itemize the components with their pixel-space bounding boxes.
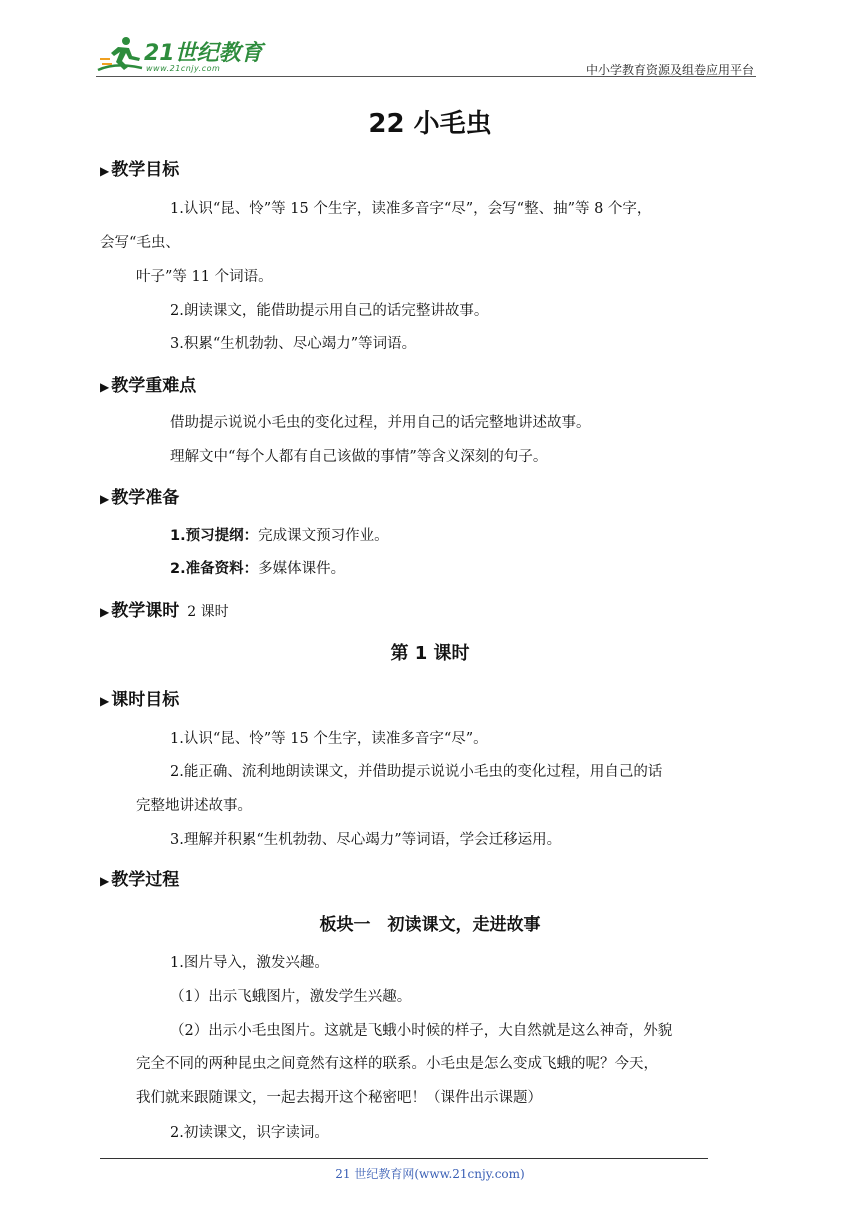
process-item-1: 1.图片导入，激发兴趣。 <box>170 955 329 971</box>
runner-logo-icon <box>96 34 146 76</box>
prep-text-1: 完成课文预习作业。 <box>258 528 389 544</box>
lesson-goal-1: 1.认识“昆、怜”等 15 个生字，读准多音字“尽”。 <box>170 731 488 747</box>
section-heading-hours: ▶ 教学课时 2 课时 <box>100 601 229 621</box>
prep-text-2: 多媒体课件。 <box>258 561 346 577</box>
prep-item-1 <box>170 524 389 545</box>
block-title: 板块一 初读课文，走进故事 <box>319 915 541 935</box>
section-heading-preparation: ▶ 教学准备 <box>100 488 180 508</box>
process-item-2: （1）出示飞蛾图片，激发学生兴趣。 <box>170 989 412 1005</box>
lesson-goal-2: 2.能正确、流利地朗读课文，并借助提示说说小毛虫的变化过程，用自己的话 <box>170 764 663 780</box>
prep-item-2 <box>170 557 345 578</box>
triangle-bullet-icon: ▶ <box>100 694 110 708</box>
prep-label-2: 2.准备资料： <box>170 561 259 577</box>
triangle-bullet-icon: ▶ <box>100 492 110 506</box>
triangle-bullet-icon: ▶ <box>100 164 110 178</box>
section-heading-process: ▶ 教学过程 <box>100 870 180 890</box>
header-divider <box>96 76 756 77</box>
logo <box>96 34 266 76</box>
logo-url: www.21cnjy.com <box>146 64 221 73</box>
triangle-bullet-icon: ▶ <box>100 874 110 888</box>
process-item-3: （2）出示小毛虫图片。这就是飞蛾小时候的样子，大自然就是这么神奇，外貌 <box>170 1023 673 1039</box>
goal-item-3: 3.积累“生机勃勃、尽心竭力”等词语。 <box>170 336 417 352</box>
triangle-bullet-icon: ▶ <box>100 605 110 619</box>
page-title: 22 小毛虫 <box>368 109 492 139</box>
section-heading-goals: ▶ 教学目标 <box>100 160 180 180</box>
goal-item-1: 1.认识“昆、怜”等 15 个生字，读准多音字“尽”，会写“整、抽”等 8 个字， <box>170 201 652 217</box>
footer-text: 21 世纪教育网(www.21cnjy.com) <box>335 1167 525 1181</box>
footer-divider <box>100 1158 708 1159</box>
lesson-goal-2-cont: 完整地讲述故事。 <box>136 798 252 814</box>
key-point-2: 理解文中“每个人都有自己该做的事情”等含义深刻的句子。 <box>170 449 548 465</box>
process-item-3-cont2: 我们就来跟随课文，一起去揭开这个秘密吧！（课件出示课题） <box>136 1090 542 1106</box>
logo-text: 21世纪教育 <box>144 41 263 66</box>
process-item-4: 2.初读课文，识字读词。 <box>170 1125 329 1141</box>
prep-label-1: 1.预习提纲： <box>170 528 259 544</box>
lesson-goal-3: 3.理解并积累“生机勃勃、尽心竭力”等词语，学会迁移运用。 <box>170 832 562 848</box>
goal-item-2: 2.朗读课文，能借助提示用自己的话完整讲故事。 <box>170 303 489 319</box>
lesson-title: 第 1 课时 <box>390 643 470 664</box>
section-heading-lesson-goals: ▶ 课时目标 <box>100 690 180 710</box>
goal-item-1-cont2: 叶子”等 11 个词语。 <box>136 269 273 285</box>
key-point-1: 借助提示说说小毛虫的变化过程，并用自己的话完整地讲述故事。 <box>170 415 591 431</box>
hours-value: 2 课时 <box>187 604 229 620</box>
page-header <box>96 30 756 78</box>
section-heading-key-points: ▶ 教学重难点 <box>100 376 197 396</box>
triangle-bullet-icon: ▶ <box>100 380 110 394</box>
platform-name: 中小学教育资源及组卷应用平台 <box>585 63 754 77</box>
process-item-3-cont: 完全不同的两种昆虫之间竟然有这样的联系。小毛虫是怎么变成飞蛾的呢？今天， <box>136 1056 658 1072</box>
goal-item-1-cont: 会写“毛虫、 <box>100 235 180 251</box>
